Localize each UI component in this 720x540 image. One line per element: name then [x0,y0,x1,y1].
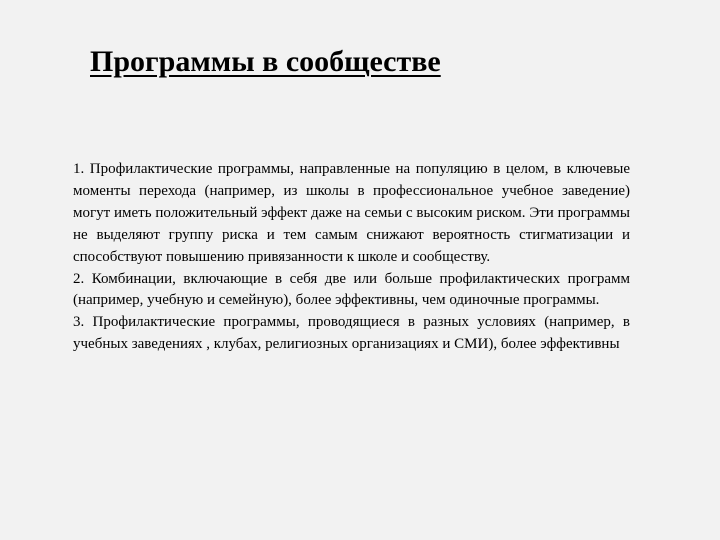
slide-body [73,159,630,356]
paragraph-1: 1. Профилактические программы, направленные на популяцию в целом, в ключевые моменты перехода (например, из школы в профессиональное учебное заведение) могут иметь положительный эффект даже на семьи с высоким риском. Эти программы не выделяют группу риска и тем самым снижают вероятность стигматизации и способствуют повышению привязанности к школе и сообществу. [73,161,630,265]
paragraph-3: 3. Профилактические программы, проводящиеся в разных условиях (например, в учебных заведениях , клубах, религиозных организациях и СМИ), более эффективны [73,314,630,353]
paragraph-2: 2. Комбинации, включающие в себя две или больше профилактических программ (например, учебную и семейную), более эффективны, чем одиночные программы. [73,270,630,309]
slide-title: Программы в сообществе [90,45,441,78]
